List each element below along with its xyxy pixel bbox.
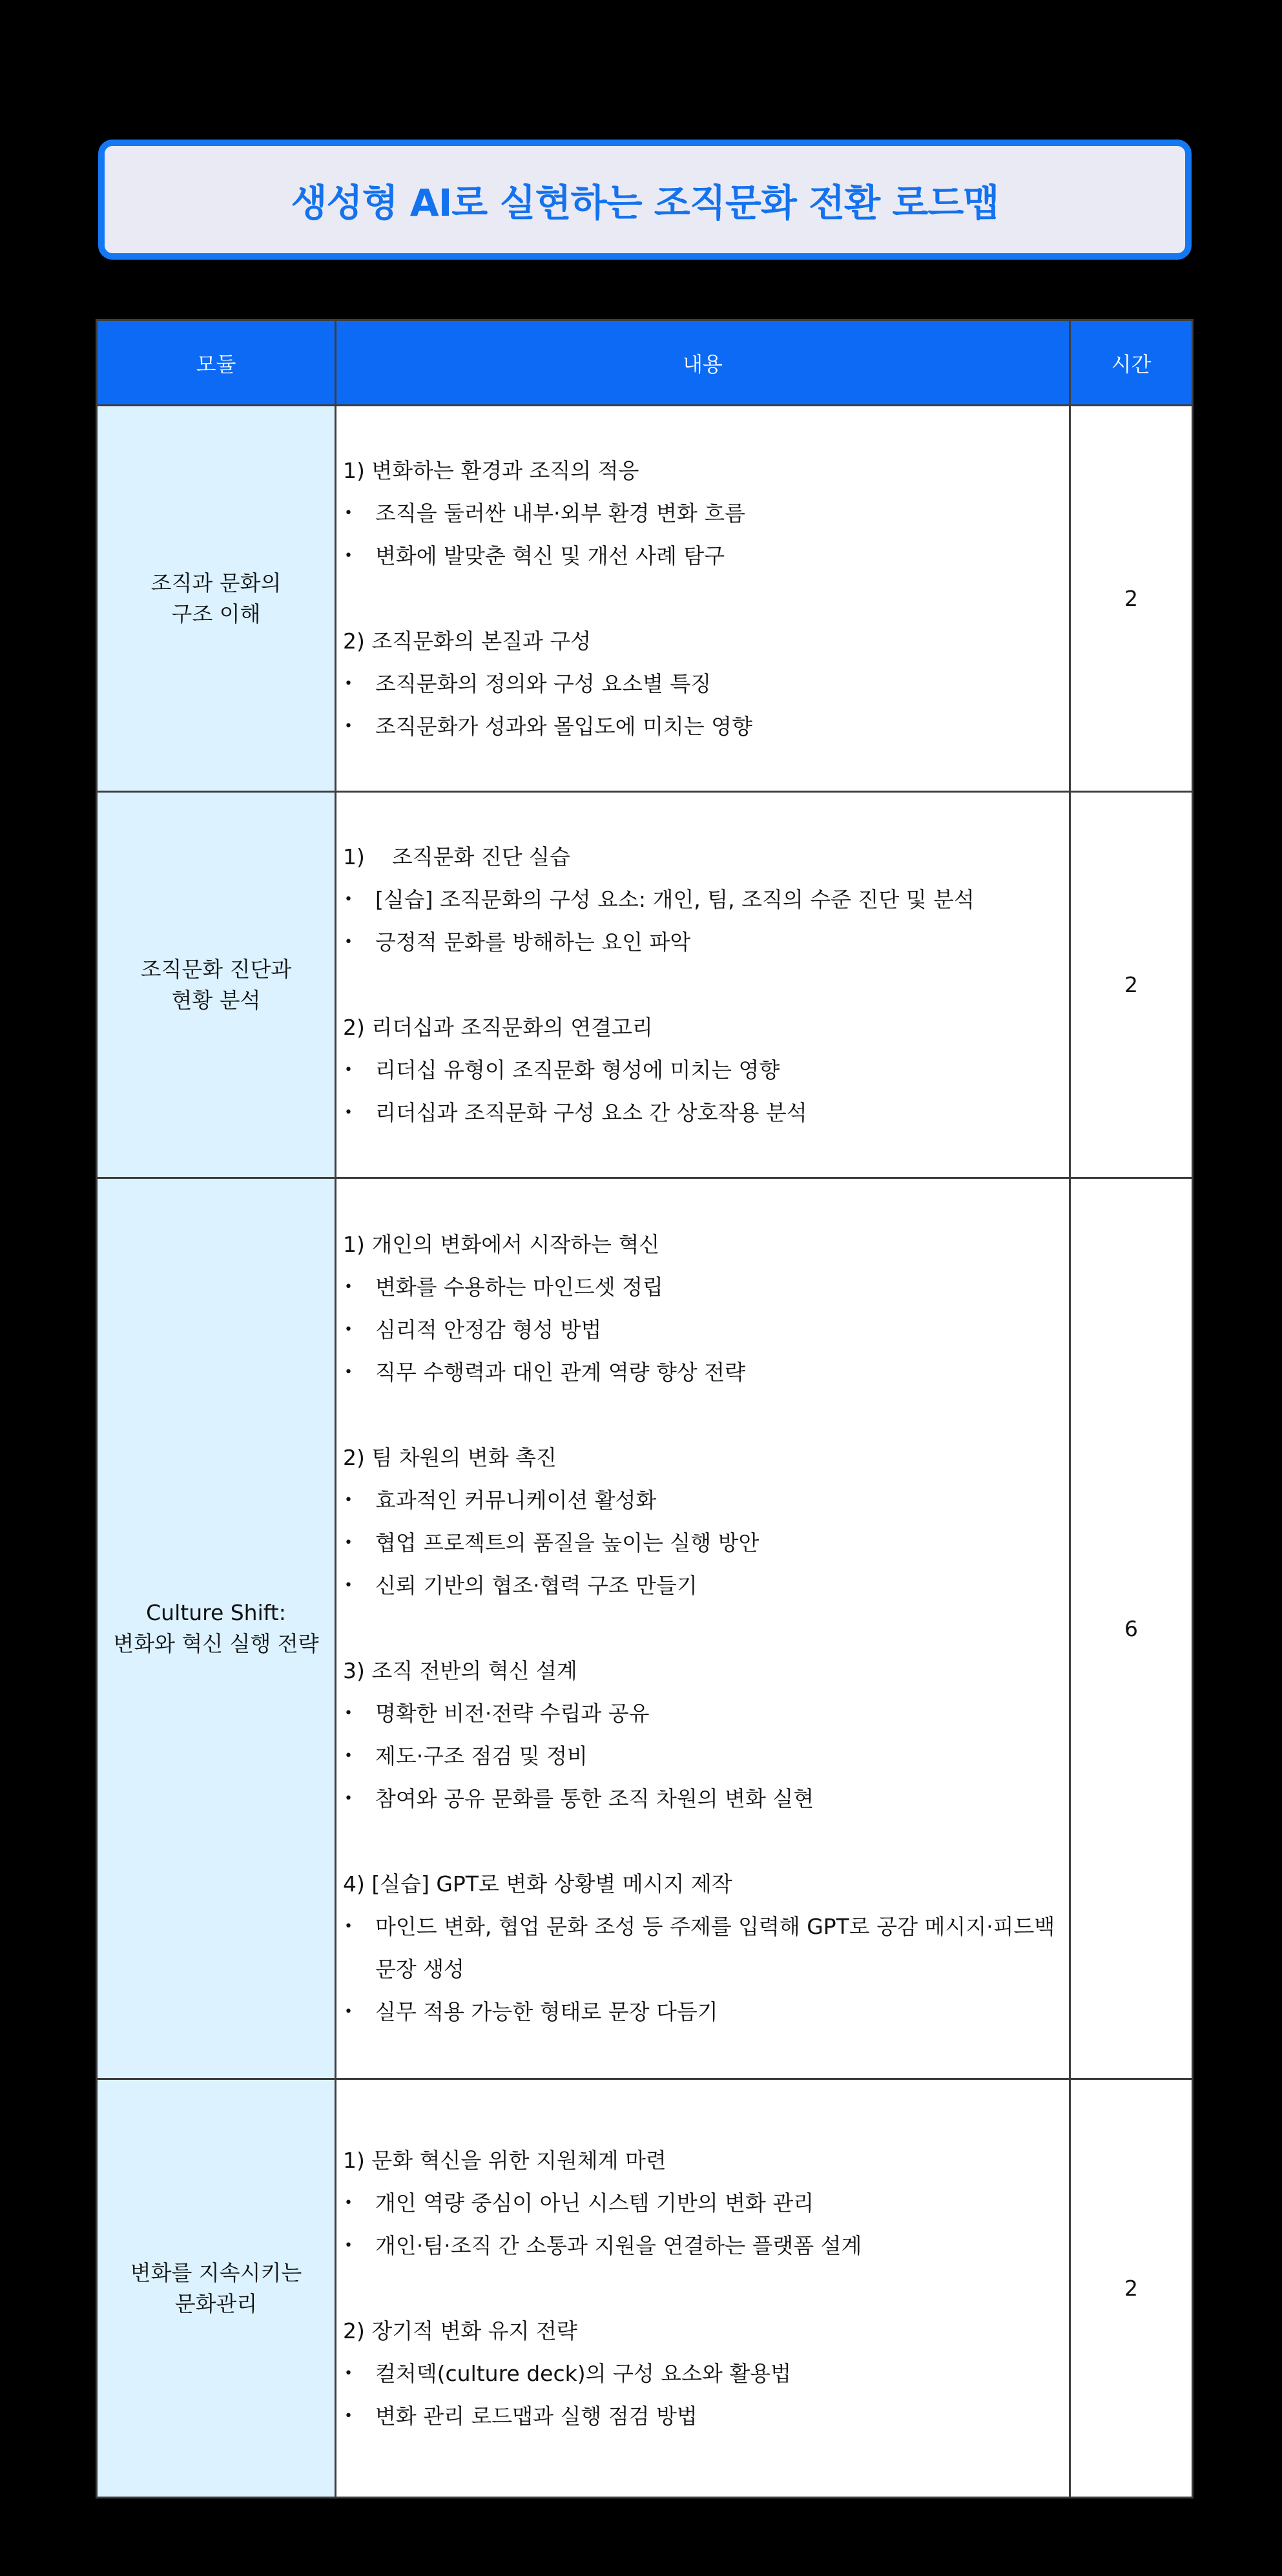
section-heading: 1) 개인의 변화에서 시작하는 혁신	[343, 1232, 660, 1257]
module-cell	[97, 1178, 336, 2079]
time-cell: 6	[1070, 1178, 1193, 2079]
module-name-line: Culture Shift:	[146, 1600, 286, 1625]
module-name-line: 변화와 혁신 실행 전략	[113, 1631, 319, 1656]
content-section	[343, 1223, 1056, 1394]
bullet-list	[343, 2353, 1056, 2438]
header-module: 모듈	[97, 320, 336, 406]
bullet-item: • 명확한 비전·전략 수립과 공유	[343, 1692, 1056, 1735]
module-cell	[97, 792, 336, 1178]
section-heading: 1) 변화하는 환경과 조직의 적응	[343, 457, 639, 483]
content-section	[343, 1650, 1056, 1820]
content-cell	[336, 1178, 1070, 2079]
bullet-item: • 개인·팀·조직 간 소통과 지원을 연결하는 플랫폼 설계	[343, 2225, 1056, 2267]
bullet-item: • 조직문화의 정의와 구성 요소별 특징	[343, 663, 1056, 705]
header-content: 내용	[336, 320, 1070, 406]
bullet-item: • 변화에 발맞춘 혁신 및 개선 사례 탐구	[343, 535, 1056, 577]
bullet-item: • 조직을 둘러싼 내부·외부 환경 변화 흐름	[343, 492, 1056, 535]
section-heading: 3) 조직 전반의 혁신 설계	[343, 1658, 577, 1683]
content-section	[343, 1863, 1056, 2033]
time-cell: 2	[1070, 406, 1193, 792]
content-section	[343, 1006, 1056, 1134]
content-section	[343, 2139, 1056, 2267]
table-row	[97, 406, 1193, 792]
bullet-list	[343, 1692, 1056, 1820]
bullet-list	[343, 1266, 1056, 1394]
bullet-item: • 심리적 안정감 형성 방법	[343, 1309, 1056, 1351]
module-name-line: 구조 이해	[171, 601, 261, 627]
time-cell: 2	[1070, 2079, 1193, 2498]
bullet-item: • 변화를 수용하는 마인드셋 정립	[343, 1266, 1056, 1309]
section-heading: 2) 장기적 변화 유지 전략	[343, 2318, 577, 2343]
bullet-item: • 신뢰 기반의 협조·협력 구조 만들기	[343, 1564, 1056, 1607]
bullet-list	[343, 1479, 1056, 1607]
time-cell: 2	[1070, 792, 1193, 1178]
content-section	[343, 836, 1056, 964]
bullet-item: • 조직문화가 성과와 몰입도에 미치는 영향	[343, 705, 1056, 748]
page-title: 생성형 AI로 실현하는 조직문화 전환 로드맵	[291, 181, 999, 225]
content-cell	[336, 792, 1070, 1178]
module-name-line: 변화를 지속시키는	[130, 2259, 302, 2285]
content-section	[343, 620, 1056, 748]
table-row	[97, 2079, 1193, 2498]
module-name-line: 현황 분석	[171, 987, 261, 1013]
content-cell	[336, 406, 1070, 792]
module-name-line: 조직문화 진단과	[140, 956, 292, 982]
section-heading: 1) 조직문화 진단 실습	[343, 844, 570, 869]
bullet-item: • [실습] 조직문화의 구성 요소: 개인, 팀, 조직의 수준 진단 및 분석	[343, 878, 1056, 921]
section-heading: 2) 리더십과 조직문화의 연결고리	[343, 1014, 653, 1040]
module-name-line: 조직과 문화의	[150, 570, 282, 596]
section-heading: 4) [실습] GPT로 변화 상황별 메시지 제작	[343, 1871, 732, 1896]
content-cell	[336, 2079, 1070, 2498]
table-row	[97, 1178, 1193, 2079]
bullet-item: • 실무 적용 가능한 형태로 문장 다듬기	[343, 1991, 1056, 2033]
bullet-list	[343, 1906, 1056, 2033]
content-section	[343, 2310, 1056, 2438]
bullet-list	[343, 663, 1056, 748]
content-section	[343, 1437, 1056, 1607]
section-heading: 1) 문화 혁신을 위한 지원체계 마련	[343, 2147, 667, 2173]
bullet-item: • 협업 프로젝트의 품질을 높이는 실행 방안	[343, 1522, 1056, 1564]
header-time: 시간	[1070, 320, 1193, 406]
bullet-item: • 컬처덱(culture deck)의 구성 요소와 활용법	[343, 2353, 1056, 2395]
bullet-item: • 직무 수행력과 대인 관계 역량 향상 전략	[343, 1351, 1056, 1394]
bullet-item: • 리더십 유형이 조직문화 형성에 미치는 영향	[343, 1049, 1056, 1092]
bullet-list	[343, 2182, 1056, 2267]
module-name-line: 문화관리	[174, 2290, 258, 2316]
table-header-row	[97, 320, 1193, 406]
module-cell	[97, 2079, 336, 2498]
section-heading: 2) 팀 차원의 변화 촉진	[343, 1445, 557, 1470]
bullet-item: • 제도·구조 점검 및 정비	[343, 1735, 1056, 1778]
bullet-item: • 효과적인 커뮤니케이션 활성화	[343, 1479, 1056, 1522]
bullet-item: • 긍정적 문화를 방해하는 요인 파악	[343, 921, 1056, 964]
table-row	[97, 792, 1193, 1178]
roadmap-table	[96, 319, 1194, 2498]
title-banner	[98, 140, 1192, 260]
bullet-list	[343, 878, 1056, 964]
bullet-item: • 변화 관리 로드맵과 실행 점검 방법	[343, 2395, 1056, 2438]
bullet-item: • 마인드 변화, 협업 문화 조성 등 주제를 입력해 GPT로 공감 메시지·피드백 문장 생성	[343, 1906, 1056, 1991]
bullet-list	[343, 492, 1056, 577]
module-cell	[97, 406, 336, 792]
content-section	[343, 450, 1056, 577]
bullet-item: • 참여와 공유 문화를 통한 조직 차원의 변화 실현	[343, 1778, 1056, 1820]
bullet-item: • 리더십과 조직문화 구성 요소 간 상호작용 분석	[343, 1092, 1056, 1134]
bullet-list	[343, 1049, 1056, 1134]
bullet-item: • 개인 역량 중심이 아닌 시스템 기반의 변화 관리	[343, 2182, 1056, 2225]
section-heading: 2) 조직문화의 본질과 구성	[343, 628, 592, 654]
